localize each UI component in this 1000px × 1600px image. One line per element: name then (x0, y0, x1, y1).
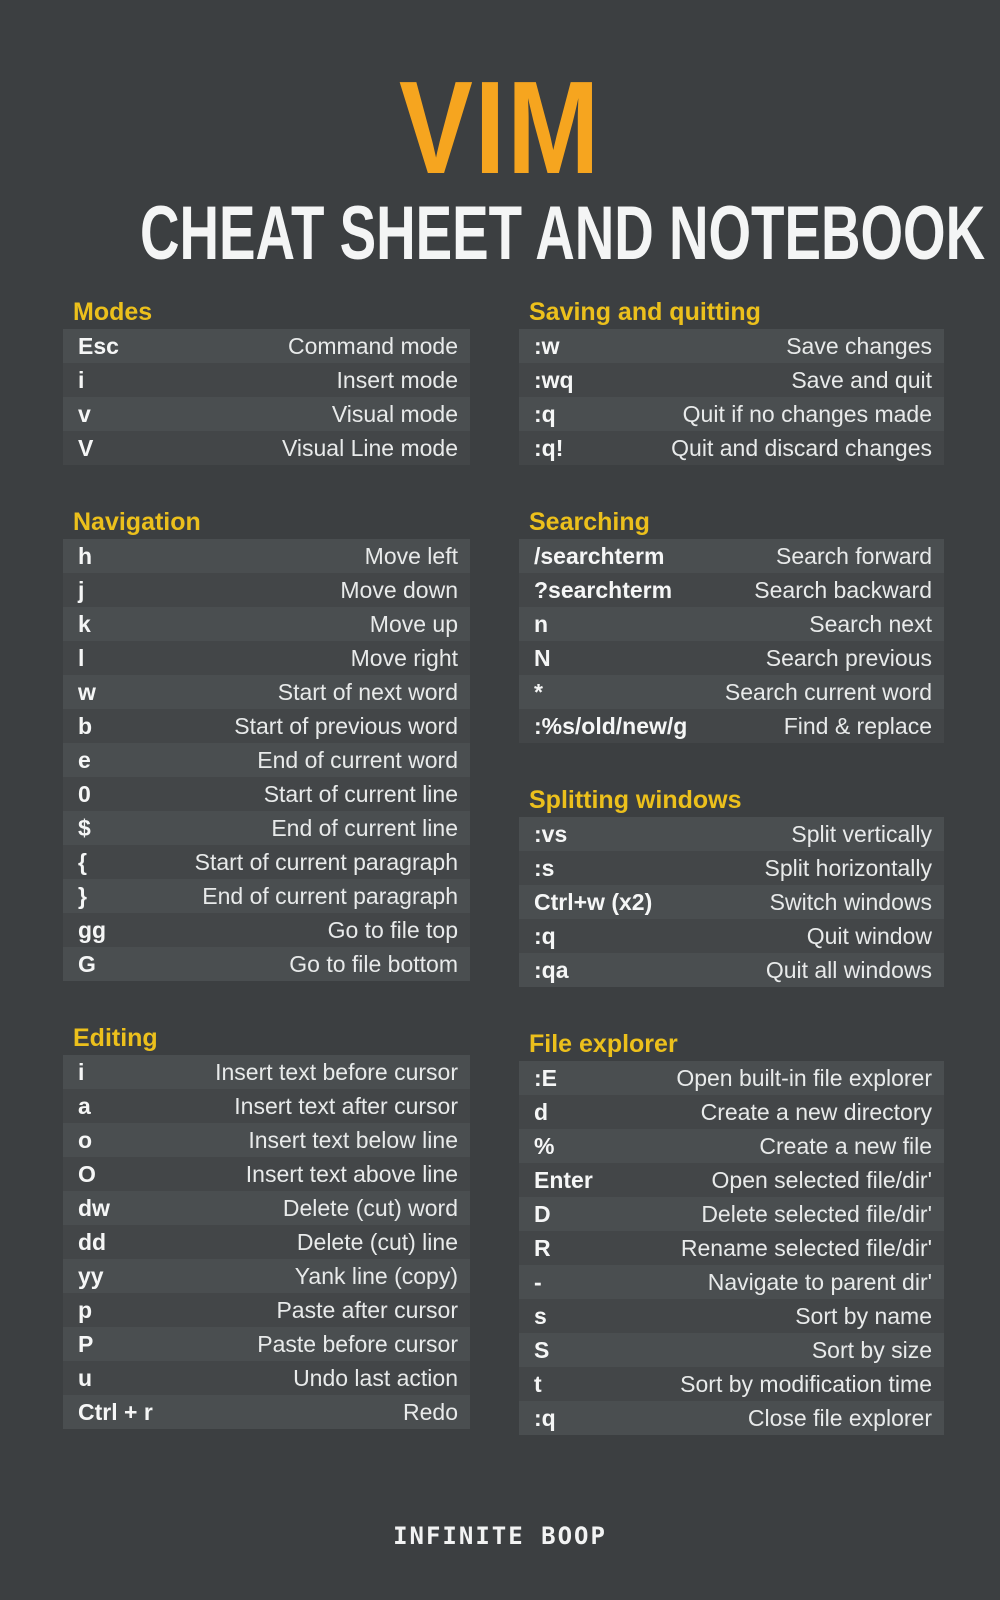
shortcut-description: Search forward (776, 543, 932, 569)
shortcut-description: End of current paragraph (202, 883, 458, 909)
shortcut-row (63, 573, 470, 607)
shortcut-description: Insert text after cursor (234, 1093, 458, 1119)
shortcut-row (63, 539, 470, 573)
shortcut-key: :q (534, 1405, 556, 1431)
shortcut-key: gg (78, 917, 107, 943)
section-searching (519, 509, 944, 743)
shortcut-row (519, 953, 944, 987)
shortcut-description: Search backward (754, 577, 932, 603)
section-editing (63, 1025, 470, 1429)
shortcut-row (63, 947, 470, 981)
shortcut-description: Split vertically (791, 821, 932, 847)
shortcut-row (63, 1123, 470, 1157)
shortcut-key: :q (534, 923, 556, 949)
shortcut-rows (519, 329, 944, 465)
shortcut-key: k (78, 611, 91, 637)
section-title: Splitting windows (529, 786, 742, 814)
shortcut-key: G (78, 951, 96, 977)
shortcut-rows (519, 817, 944, 987)
shortcut-description: Visual Line mode (281, 435, 458, 461)
shortcut-key: Enter (534, 1167, 593, 1193)
shortcut-key: * (534, 679, 543, 705)
shortcut-row (519, 851, 944, 885)
page-subtitle: CHEAT SHEET AND NOTEBOOK (140, 191, 986, 276)
section-saving-and-quitting (519, 299, 944, 465)
section-title: Modes (73, 298, 153, 326)
shortcut-description: Switch windows (769, 889, 932, 915)
shortcut-row (519, 709, 944, 743)
shortcut-row (63, 1361, 470, 1395)
shortcut-description: Go to file bottom (289, 951, 458, 977)
shortcut-row (63, 641, 470, 675)
shortcut-description: Start of current line (263, 781, 458, 807)
section-navigation (63, 509, 470, 981)
shortcut-description: Insert text above line (245, 1161, 458, 1187)
section-modes (63, 299, 470, 465)
shortcut-row (63, 1191, 470, 1225)
shortcut-key: :q (534, 401, 556, 427)
shortcut-row (519, 1231, 944, 1265)
shortcut-row (519, 363, 944, 397)
shortcut-row (63, 397, 470, 431)
shortcut-key: /searchterm (534, 543, 665, 569)
shortcut-key: D (534, 1201, 551, 1227)
shortcut-description: Create a new directory (700, 1099, 932, 1125)
shortcut-row (519, 919, 944, 953)
shortcut-description: Find & replace (783, 713, 932, 739)
shortcut-key: b (78, 713, 93, 739)
shortcut-row (519, 1333, 944, 1367)
page-title: VIM (398, 54, 602, 201)
shortcut-row (63, 675, 470, 709)
shortcut-row (519, 397, 944, 431)
shortcut-key: :q! (534, 435, 564, 461)
shortcut-key: :wq (534, 367, 574, 393)
shortcut-key: Ctrl+w (x2) (534, 889, 653, 915)
shortcut-key: h (78, 543, 93, 569)
shortcut-description: Sort by modification time (680, 1371, 932, 1397)
shortcut-key: dd (78, 1229, 107, 1255)
shortcut-key: N (534, 645, 551, 671)
shortcut-key: Ctrl + r (78, 1399, 153, 1425)
shortcut-row (519, 1129, 944, 1163)
shortcut-description: Search previous (765, 645, 932, 671)
shortcut-row (63, 845, 470, 879)
shortcut-row (63, 329, 470, 363)
shortcut-row (63, 1055, 470, 1089)
shortcut-description: Split horizontally (764, 855, 932, 881)
shortcut-row (63, 709, 470, 743)
shortcut-key: n (534, 611, 549, 637)
shortcut-row (519, 431, 944, 465)
shortcut-row (63, 1293, 470, 1327)
shortcut-key: e (78, 747, 91, 773)
section-title: File explorer (529, 1030, 678, 1058)
shortcut-row (63, 743, 470, 777)
column-0 (63, 299, 470, 1429)
shortcut-row (63, 363, 470, 397)
shortcut-description: Search next (809, 611, 932, 637)
shortcut-key: yy (78, 1263, 104, 1289)
shortcut-row (519, 539, 944, 573)
shortcut-description: Move right (350, 645, 458, 671)
shortcut-description: Quit all windows (765, 957, 932, 983)
shortcut-description: Navigate to parent dir' (707, 1269, 932, 1295)
shortcut-row (519, 1265, 944, 1299)
shortcut-key: :s (534, 855, 555, 881)
shortcut-description: Yank line (copy) (294, 1263, 458, 1289)
shortcut-key: a (78, 1093, 91, 1119)
shortcut-row (519, 1197, 944, 1231)
shortcut-key: i (78, 367, 85, 393)
shortcut-row (519, 1163, 944, 1197)
column-1 (519, 299, 944, 1435)
shortcut-key: Esc (78, 333, 119, 359)
shortcut-row (519, 641, 944, 675)
shortcut-description: Sort by size (811, 1337, 932, 1363)
section-title: Searching (529, 508, 650, 536)
shortcut-row (63, 1225, 470, 1259)
shortcut-row (519, 1367, 944, 1401)
shortcut-description: End of current word (257, 747, 458, 773)
shortcut-key: S (534, 1337, 550, 1363)
shortcut-key: P (78, 1331, 94, 1357)
section-splitting-windows (519, 787, 944, 987)
shortcut-key: $ (78, 815, 91, 841)
section-title: Navigation (73, 508, 201, 536)
shortcut-description: Open selected file/dir' (711, 1167, 932, 1193)
shortcut-rows (63, 539, 470, 981)
shortcut-key: :vs (534, 821, 568, 847)
shortcut-row (519, 885, 944, 919)
shortcut-row (519, 675, 944, 709)
shortcut-description: Insert text below line (248, 1127, 458, 1153)
shortcut-row (63, 811, 470, 845)
shortcut-key: t (534, 1371, 542, 1397)
shortcut-row (63, 777, 470, 811)
shortcut-key: l (78, 645, 85, 671)
shortcut-description: Save and quit (791, 367, 932, 393)
shortcut-description: Command mode (287, 333, 458, 359)
shortcut-rows (63, 1055, 470, 1429)
shortcut-key: p (78, 1297, 93, 1323)
shortcut-description: End of current line (271, 815, 458, 841)
section-file-explorer (519, 1031, 944, 1435)
shortcut-description: Create a new file (759, 1133, 932, 1159)
shortcut-description: Redo (403, 1399, 458, 1425)
shortcut-description: Insert mode (336, 367, 458, 393)
shortcut-key: dw (78, 1195, 110, 1221)
cheatsheet-grid (0, 299, 1000, 1435)
shortcut-key: V (78, 435, 94, 461)
shortcut-description: Rename selected file/dir' (680, 1235, 932, 1261)
shortcut-row (519, 329, 944, 363)
shortcut-description: Start of previous word (234, 713, 458, 739)
shortcut-row (63, 431, 470, 465)
shortcut-description: Delete (cut) line (296, 1229, 458, 1255)
shortcut-description: Delete selected file/dir' (701, 1201, 932, 1227)
shortcut-row (63, 1089, 470, 1123)
shortcut-key: o (78, 1127, 93, 1153)
shortcut-description: Insert text before cursor (215, 1059, 458, 1085)
shortcut-description: Move down (340, 577, 458, 603)
shortcut-key: R (534, 1235, 551, 1261)
shortcut-key: :w (534, 333, 560, 359)
shortcut-row (519, 1401, 944, 1435)
shortcut-description: Delete (cut) word (282, 1195, 458, 1221)
shortcut-description: Close file explorer (747, 1405, 932, 1431)
shortcut-key: - (534, 1269, 542, 1295)
shortcut-description: Search current word (724, 679, 932, 705)
shortcut-rows (519, 1061, 944, 1435)
shortcut-description: Start of next word (277, 679, 458, 705)
shortcut-row (519, 817, 944, 851)
shortcut-row (519, 1299, 944, 1333)
shortcut-row (519, 1095, 944, 1129)
shortcut-key: ?searchterm (534, 577, 673, 603)
brand-logo: INFINITE BOOP (393, 1522, 607, 1550)
shortcut-key: i (78, 1059, 85, 1085)
shortcut-row (63, 1395, 470, 1429)
shortcut-row (519, 573, 944, 607)
shortcut-rows (519, 539, 944, 743)
shortcut-row (63, 607, 470, 641)
shortcut-key: :%s/old/new/g (534, 713, 688, 739)
shortcut-row (63, 879, 470, 913)
shortcut-description: Sort by name (795, 1303, 932, 1329)
shortcut-key: % (534, 1133, 555, 1159)
shortcut-key: :qa (534, 957, 569, 983)
shortcut-description: Save changes (786, 333, 932, 359)
shortcut-key: w (78, 679, 96, 705)
section-title: Saving and quitting (529, 298, 761, 326)
shortcut-description: Paste after cursor (276, 1297, 458, 1323)
shortcut-key: u (78, 1365, 93, 1391)
shortcut-description: Start of current paragraph (194, 849, 458, 875)
shortcut-key: } (78, 883, 87, 909)
shortcut-key: j (78, 577, 85, 603)
shortcut-row (63, 1157, 470, 1191)
shortcut-row (63, 913, 470, 947)
shortcut-description: Quit if no changes made (682, 401, 932, 427)
shortcut-row (519, 607, 944, 641)
shortcut-description: Go to file top (327, 917, 458, 943)
shortcut-description: Move up (369, 611, 458, 637)
shortcut-key: d (534, 1099, 549, 1125)
shortcut-key: O (78, 1161, 96, 1187)
shortcut-key: :E (534, 1065, 557, 1091)
shortcut-description: Quit window (806, 923, 932, 949)
shortcut-rows (63, 329, 470, 465)
section-title: Editing (73, 1024, 158, 1052)
shortcut-key: v (78, 401, 91, 427)
shortcut-description: Move left (364, 543, 458, 569)
shortcut-description: Paste before cursor (257, 1331, 458, 1357)
shortcut-key: { (78, 849, 87, 875)
shortcut-key: s (534, 1303, 547, 1329)
shortcut-description: Undo last action (293, 1365, 458, 1391)
shortcut-row (519, 1061, 944, 1095)
shortcut-description: Quit and discard changes (671, 435, 932, 461)
shortcut-row (63, 1327, 470, 1361)
shortcut-key: 0 (78, 781, 91, 807)
shortcut-description: Visual mode (331, 401, 458, 427)
shortcut-row (63, 1259, 470, 1293)
shortcut-description: Open built-in file explorer (676, 1065, 932, 1091)
